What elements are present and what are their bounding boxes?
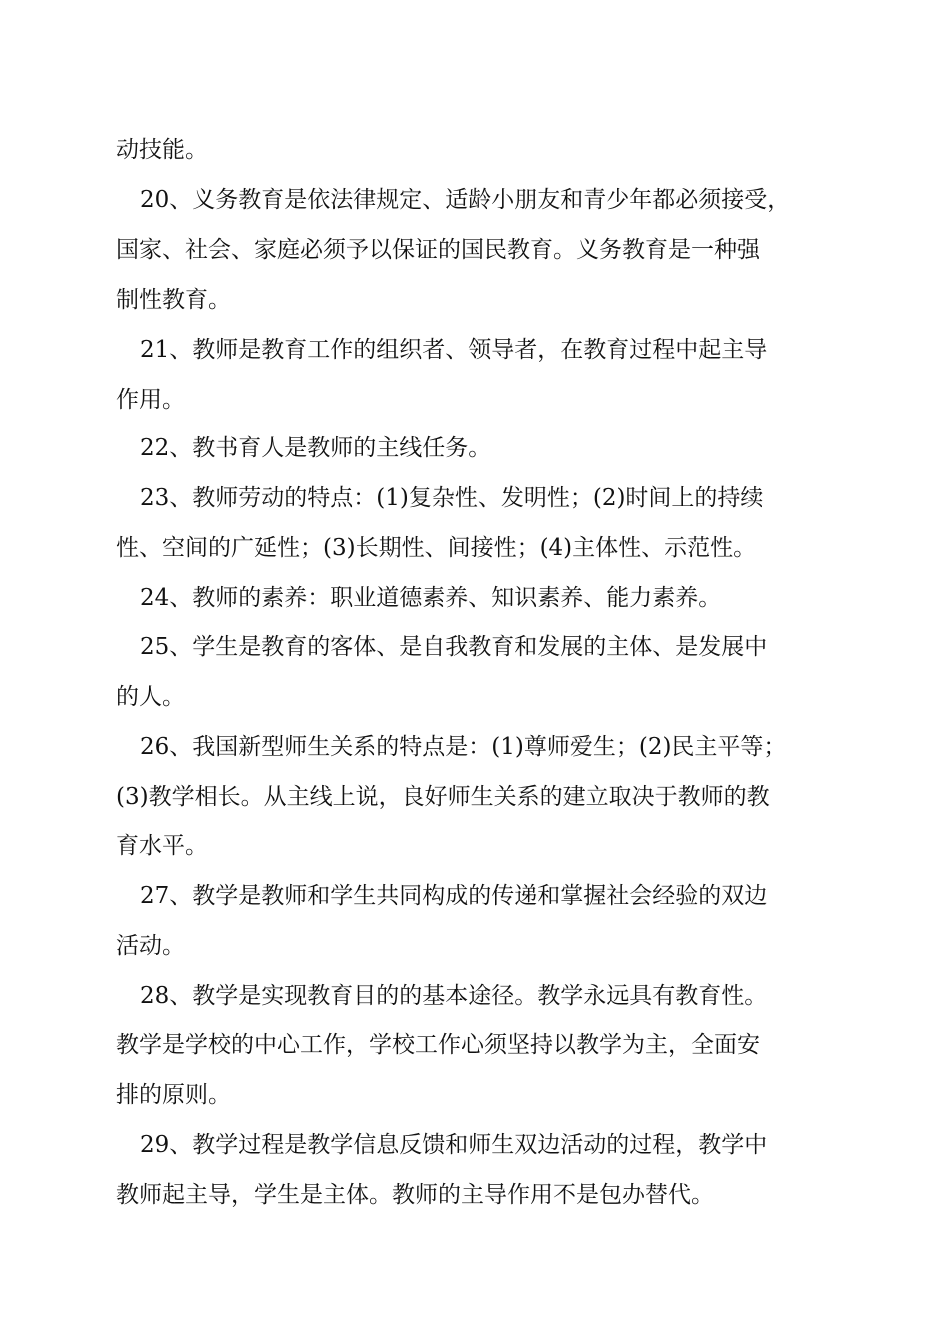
text-line: 性、空间的广延性；(3)长期性、间接性；(4)主体性、示范性。 xyxy=(116,535,757,561)
text-line: 24、教师的素养：职业道德素养、知识素养、能力素养。 xyxy=(140,585,722,611)
text-line: 作用。 xyxy=(116,387,185,413)
text-line: 排的原则。 xyxy=(116,1082,231,1108)
text-line: 22、教书育人是教师的主线任务。 xyxy=(140,435,492,461)
text-line: 教学是学校的中心工作，学校工作心须坚持以教学为主，全面安 xyxy=(116,1032,760,1058)
text-line: 制性教育。 xyxy=(116,287,231,313)
text-line: 23、教师劳动的特点：(1)复杂性、发明性；(2)时间上的持续 xyxy=(140,485,764,511)
text-line: 国家、社会、家庭必须予以保证的国民教育。义务教育是一种强 xyxy=(116,237,760,263)
text-line: 27、教学是教师和学生共同构成的传递和掌握社会经验的双边 xyxy=(140,883,768,909)
text-line: 20、义务教育是依法律规定、适龄小朋友和青少年都必须接受， xyxy=(140,187,791,213)
text-line: 29、教学过程是教学信息反馈和师生双边活动的过程，教学中 xyxy=(140,1132,768,1158)
text-line: (3)教学相长。从主线上说，良好师生关系的建立取决于教师的教 xyxy=(116,784,770,810)
text-line: 教师起主导，学生是主体。教师的主导作用不是包办替代。 xyxy=(116,1182,714,1208)
text-line: 的人。 xyxy=(116,684,185,710)
text-line: 26、我国新型师生关系的特点是：(1)尊师爱生；(2)民主平等； xyxy=(140,734,787,760)
text-line: 育水平。 xyxy=(116,833,208,859)
text-line: 28、教学是实现教育目的的基本途径。教学永远具有教育性。 xyxy=(140,983,768,1009)
text-line: 21、教师是教育工作的组织者、领导者，在教育过程中起主导 xyxy=(140,337,768,363)
text-line: 25、学生是教育的客体、是自我教育和发展的主体、是发展中 xyxy=(140,634,768,660)
text-line: 活动。 xyxy=(116,933,185,959)
text-line: 动技能。 xyxy=(116,137,208,163)
